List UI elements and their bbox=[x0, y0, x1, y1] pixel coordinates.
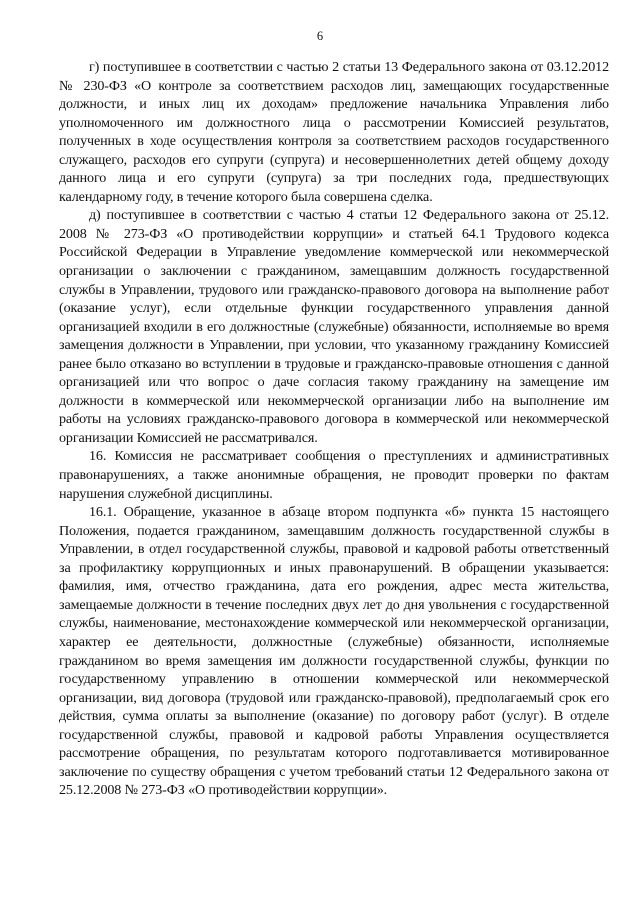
paragraph-subitem-d: д) поступившее в соответствии с частью 4 статьи 12 Федерального закона от 25.12. 2008 № 273-ФЗ «О противодействии коррупции» и статьей 64.1 Трудового кодекса Российской Федерации в Управление уведомление коммерческой или некоммерческой организации о заключении с гражданином, замещавшим должность государственной службы в Управлении, трудового или гражданско-правового договора на выполнение работ (оказание услуг), если отдельные функции государственного управления данной организацией входили в его должностные (служебные) обязанности, исполняемые во время замещения должности в Управлении, при условии, что указанному гражданину Комиссией ранее было отказано во вступлении в трудовые и гражданско-правовые отношения с данной организацией или что вопрос о даче согласия такому гражданину на замещение им должности в коммерческой или некоммерческой организации либо на выполнение им работы на условиях гражданско-правового договора в коммерческой или некоммерческой организации Комиссией не рассматривался. bbox=[59, 207, 609, 446]
document-body bbox=[59, 58, 609, 800]
paragraph-item-16: 16. Комиссия не рассматривает сообщения о преступлениях и административных правонарушениях, а также анонимные обращения, не проводит проверки по фактам нарушения служебной дисциплины. bbox=[59, 448, 609, 502]
page-number: 6 bbox=[316, 29, 324, 43]
paragraph-subitem-g: г) поступившее в соответствии с частью 2 статьи 13 Федерального закона от 03.12.2012 № 230-ФЗ «О контроле за соответствием расходов лиц, замещающих государственные должности, и иных лиц их доходам» предложение начальника Управления либо уполномоченного им должностного лица о рассмотрении Комиссией результатов, полученных в ходе осуществления контроля за соответствием расходов государственного служащего, расходов его супруги (супруга) и несовершеннолетних детей общему доходу данного лица и его супруги (супруга) за три последних года, предшествующих календарному году, в течение которого была совершена сделка. bbox=[59, 59, 609, 205]
paragraph-item-16-1: 16.1. Обращение, указанное в абзаце втором подпункта «б» пункта 15 настоящего Положения, подается гражданином, замещавшим должность государственной службы в Управлении, в отдел государственной службы, правовой и кадровой работы ответственный за профилактику коррупционных и иных правонарушений. В обращении указывается: фамилия, имя, отчество гражданина, дата его рождения, адрес места жительства, замещаемые должности в течение последних двух лет до дня увольнения с государственной службы, наименование, местонахождение коммерческой или некоммерческой организации, характер ее деятельности, должностные (служебные) обязанности, исполняемые гражданином во время замещения им должности государственной службы, функции по государственному управлению в отношении коммерческой или некоммерческой организации, вид договора (трудовой или гражданско-правовой), предполагаемый срок его действия, сумма оплаты за выполнение (оказание) по договору работ (услуг). В отделе государственной службы, правовой и кадровой работы Управления осуществляется рассмотрение обращения, по результатам которого подготавливается мотивированное заключение по существу обращения с учетом требований статьи 12 Федерального закона от 25.12.2008 № 273-ФЗ «О противодействии коррупции». bbox=[59, 504, 609, 799]
